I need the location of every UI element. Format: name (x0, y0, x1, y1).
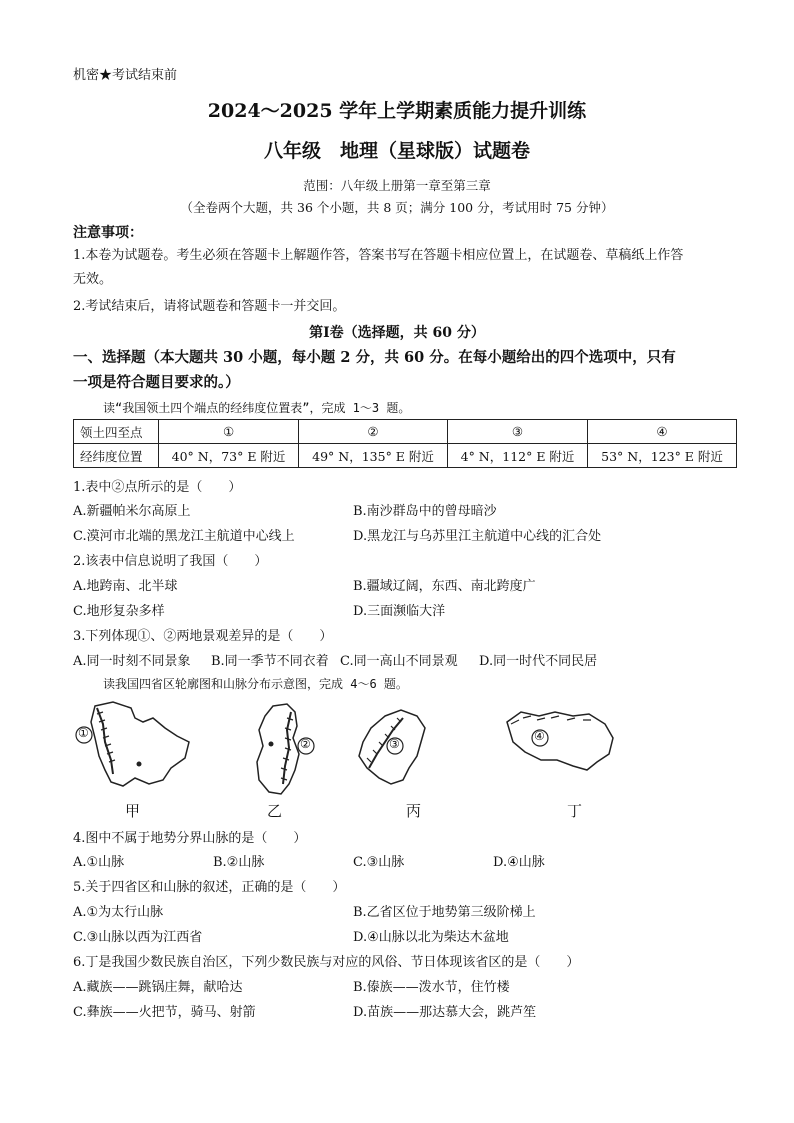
notice-item-1-line2: 无效。 (73, 272, 113, 287)
section-heading-line1: 一、选择题（本大题共 30 小题，每小题 2 分，共 60 分。在每小题给出的四个选项中，只有 (73, 349, 676, 366)
reading-intro-1: 读“我国领土四个端点的经纬度位置表”，完成 1～3 题。 (103, 401, 411, 415)
map-label-ding: 丁 (567, 802, 583, 820)
table-cell: 49° N，135° E 附近 (299, 444, 448, 468)
coordinates-table (73, 419, 737, 468)
question-1-option-c: C.漠河市北端的黑龙江主航道中心线上 (73, 529, 295, 544)
question-4-option-a: A.①山脉 (73, 855, 125, 870)
province-outline-drawings (73, 698, 737, 823)
question-4-option-d: D.④山脉 (493, 855, 545, 870)
table-row (74, 444, 737, 468)
map-marker-1: ① (78, 726, 89, 740)
question-2-option-c: C.地形复杂多样 (73, 604, 165, 619)
question-3-option-a: A.同一时刻不同景象 (73, 654, 191, 669)
reading-intro-2: 读我国四省区轮廓图和山脉分布示意图，完成 4～6 题。 (103, 677, 408, 691)
question-4-stem: 4.图中不属于地势分界山脉的是（ ） (73, 831, 307, 846)
question-3-option-b: B.同一季节不同衣着 (211, 654, 329, 669)
table-cell: 经纬度位置 (74, 444, 159, 468)
question-3-stem: 3.下列体现①、②两地景观差异的是（ ） (73, 629, 333, 644)
question-1-option-d: D.黑龙江与乌苏里江主航道中心线的汇合处 (353, 529, 602, 544)
question-1-option-a: A.新疆帕米尔高原上 (73, 504, 191, 519)
question-4-option-c: C.③山脉 (353, 855, 405, 870)
exam-subtitle: 八年级 地理（星球版）试题卷 (263, 140, 530, 162)
table-cell: ① (159, 420, 299, 444)
map-label-jia: 甲 (125, 802, 141, 820)
question-6-option-a: A.藏族——跳锅庄舞，献哈达 (73, 980, 243, 995)
notice-item-1 (73, 244, 733, 292)
notice-item-2: 2.考试结束后，请将试题卷和答题卡一并交回。 (73, 299, 346, 314)
question-6-stem: 6.丁是我国少数民族自治区，下列少数民族与对应的风俗、节日体现该省区的是（ ） (73, 955, 580, 970)
question-2-stem: 2.该表中信息说明了我国（ ） (73, 554, 268, 569)
table-cell: 领土四至点 (74, 420, 159, 444)
table-cell: 53° N，123° E 附近 (588, 444, 737, 468)
question-1-stem: 1.表中②点所示的是（ ） (73, 480, 242, 495)
province-maps (73, 698, 737, 823)
notice-item-1-line1: 1.本卷为试题卷。考生必须在答题卡上解题作答，答案书写在答题卡相应位置上，在试题卷、草稿纸上作答 (73, 248, 684, 263)
province-yi-outline (257, 704, 299, 794)
question-1-option-b: B.南沙群岛中的曾母暗沙 (353, 504, 497, 519)
map-marker-3: ③ (389, 737, 400, 751)
exam-scope: 范围：八年级上册第一章至第三章 (303, 178, 491, 193)
exam-meta: （全卷两个大题，共 36 个小题，共 8 页；满分 100 分，考试用时 75 分钟） (180, 200, 614, 215)
question-5-option-a: A.①为太行山脉 (73, 905, 164, 920)
table-cell: ② (299, 420, 448, 444)
question-2-option-b: B.疆域辽阔，东西、南北跨度广 (353, 579, 536, 594)
range-1-symbol (97, 708, 113, 774)
table-cell: ④ (588, 420, 737, 444)
table-cell: 4° N，112° E 附近 (447, 444, 587, 468)
question-6-option-c: C.彝族——火把节，骑马、射箭 (73, 1005, 256, 1020)
range-2-symbol (283, 712, 291, 784)
question-6-option-d: D.苗族——那达慕大会，跳芦笙 (353, 1005, 537, 1020)
question-5-option-c: C.③山脉以西为江西省 (73, 930, 203, 945)
part-title: 第Ⅰ卷（选择题，共 60 分） (309, 325, 485, 341)
section-heading (73, 345, 733, 395)
question-2-option-a: A.地跨南、北半球 (73, 579, 178, 594)
question-5-stem: 5.关于四省区和山脉的叙述，正确的是（ ） (73, 880, 346, 895)
table-cell: ③ (447, 420, 587, 444)
question-5-option-d: D.④山脉以北为柴达木盆地 (353, 930, 509, 945)
question-6-option-b: B.傣族——泼水节，住竹楼 (353, 980, 510, 995)
question-4-option-b: B.②山脉 (213, 855, 265, 870)
capital-dot (137, 762, 142, 767)
province-ding-outline (507, 712, 613, 770)
notice-heading: 注意事项： (73, 225, 143, 241)
exam-title: 2024～2025 学年上学期素质能力提升训练 (207, 100, 587, 122)
table-row (74, 420, 737, 444)
question-3-option-c: C.同一高山不同景观 (340, 654, 458, 669)
table-cell: 40° N，73° E 附近 (159, 444, 299, 468)
question-2-option-d: D.三面濒临大洋 (353, 604, 446, 619)
map-label-yi: 乙 (267, 802, 283, 820)
map-marker-2: ② (300, 737, 311, 751)
question-5-option-b: B.乙省区位于地势第三级阶梯上 (353, 905, 536, 920)
question-3-option-d: D.同一时代不同民居 (479, 654, 598, 669)
section-heading-line2: 一项是符合题目要求的。） (73, 374, 240, 391)
confidential-mark: 机密★考试结束前 (73, 68, 178, 83)
map-label-bing: 丙 (406, 802, 422, 820)
map-marker-4: ④ (534, 729, 545, 743)
